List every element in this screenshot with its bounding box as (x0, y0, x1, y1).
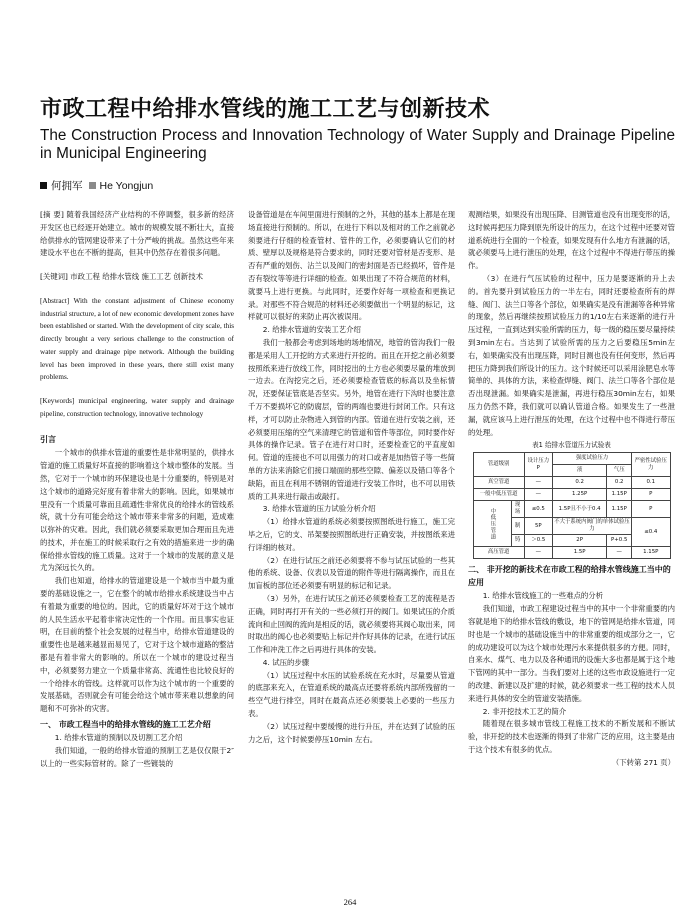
black-square-bullet-icon (40, 182, 47, 189)
body-paragraph: （3）在进行气压试验的过程中，压力是要逐渐的升上去的。首先要升到试验压力的一半左右，同时还要检查所有的焊缝、阀门、法兰口等各个部位，如果确实是没有泄漏等各种异常的现象，然后再继续按照试验压力的1/10左右来逐渐的进行升压过程，一直到达到实验所需的压力，每一级的稳压要尽量持续到3min左右。当达到了试验所需的压力之后要稳压5min左右，如果确实没有出现压降，同时目测也没有任何变形，然后再把压力降到我们所设计的压力。这个时候还可以采用涂肥皂水等简单的、具体的方法，来检查焊缝、阀门、法兰口等各个部位是否出现泄漏。如果确实是泄漏，再进行稳压30min左右，如果压力仍然不降，我们就可以确认管道合格。如果发生了一些泄漏，就应该马上进行泄压的处理，在这个过程中也不得进行带压的处理。 (468, 273, 675, 437)
table-cell: 5P (524, 518, 552, 535)
section-heading-introduction: 引言 (40, 435, 56, 445)
keywords-chinese: [关键词] 市政工程 给排水管线 施工工艺 创新技术 (40, 272, 203, 282)
table-cell: — (524, 489, 552, 501)
table-cell: 1.15P (607, 489, 632, 501)
table-header-cell: 严密性试验压力 (632, 453, 670, 477)
author-line (40, 178, 153, 193)
table-header-cell: 设计压力 P (524, 453, 552, 477)
table-cell: 1.25P (552, 489, 607, 501)
subsection-heading: 2. 给排水管道的安装工艺介绍 (262, 325, 361, 335)
section-heading-2: 二、 非开挖的新技术在市政工程的给排水管线施工当中的应用 (468, 565, 671, 588)
body-paragraph: （2）试压过程中要缓慢的进行升压，并在达到了试验的压力之后，这个时候要停压10min 左右。 (248, 721, 455, 744)
table-cell: 0.2 (552, 477, 607, 489)
table-header-cell: 管道级别 (473, 453, 524, 477)
table-cell: ≤0.5 (524, 501, 552, 518)
body-paragraph: 我们知道，市政工程建设过程当中的其中一个非常重要的内容就是地下的给排水管线的敷设，地下的管网是给排水管道，同时也是一个城市的基础设施当中的非常重要的组成部分之一，它的成功建设可以为这个城市处理污水来提供很多的方便。同时，自来水、煤气、电力以及各种通讯的设施大多也都是属于这个地下管网的其中一部分。当我们要对上述的这些市政设施进行一定的改建、新建以及扩建的时候，就必须要求一些工程的技术人员来进行具体的安全的管道安装措施。 (468, 604, 675, 703)
body-paragraph: 我们也知道，给排水的管道建设是一个城市当中最为重要的基础设施之一，它在整个的城市给排水系统建设当中占有着最为重要的地位的。因此，它的质量好坏对于这个城市的人民生活水平起着非常决定性的一个作用。而且事实也证明，在目前的整个社会发展的过程当中，给排水管道建设的重要性也是越来越显而易见了，它对于这个城市道路的整洁都是有着非常大的影响的。所以在一个城市的建设过程当中，必须要努力建立一个质量非常高、流通性也比较良好的一个给排水的管线。这样就可以作为这个城市的一个重要的发展基础，否则就会有可能会给这个城市带来难以想象的问题和不可弥补的灾害。 (40, 576, 234, 714)
body-paragraph: 观测结果，如果没有出现压降、目测管道也没有出现变形的话，这时候再把压力降到原先所设计的压力，在这个过程中还要对管道系统进行全面的一个检查，如果发现有什么地方有泄漏的话，就必须要马上进行泄压的处理，在这个过程中不得进行带压的操作。 (468, 210, 675, 271)
author-name-chinese: 何拥军 (51, 180, 83, 192)
table-header-cell: 液 (552, 465, 607, 477)
table-cell: ≤0.4 (632, 518, 670, 547)
page-number: 264 (343, 897, 357, 907)
table-cell: 1.5P且不小于0.4 (552, 501, 607, 518)
table-cell: — (524, 547, 552, 559)
table-cell: ＞0.5 (524, 535, 552, 547)
body-paragraph: 设备管道是在车间里面进行预制的之外，其他的基本上都是在现场直接进行预制的。所以，在进行下料以及相对的工作之前就必须要进行仔细的检查管材、管件的工作，必须要确认它们的材质、壁厚以及规格是符合要求的，同时还要对管材是否变形、是否有严重的划伤、沾兰以及阀门的密封面是否已经损坏，管件是否有裂纹等等进行详细的检查。如果出现了不符合规范的材料，就要马上进行更换。与此同时，还要作好每一项检查和更换记录。对那些不符合规范的材料还必须要做出一个明显的标记，这样就可以很好的来防止再次被误用。 (248, 210, 455, 322)
keywords-english: [Keywords] municipal engineering, water supply and drainage pipeline, construction technology, innovative technology (40, 396, 234, 418)
body-paragraph: （2）在进行试压之前还必须要将不参与试压试验的一些其他的系统、设备、仪表以及管道的附件等进行隔离操作，而且在加盲板的部位还必须要有明显的标记和记录。 (248, 555, 455, 591)
body-paragraph: 我们一般都会考虑到场地的场地情况，地管的管沟我们一般都是采用人工开挖的方式来进行开挖的。而且在开挖之前必须要按照纸来进行放线工作，同时挖出的土方也必须要尽量的堆放到一边去。在沟挖完之后，还必须要检查管底的标高以及坐标情况，还要保证管底是否坚实。另外，地管在进行下沟时也要注意千万不要损坏它的防腐层，管的两端也要进行封闭工作。只有这样，才可以防止杂物进入到管的内部。管道在进行安装之前，还必须要用压缩的空气来清理它的管道和管件等部位，同时要作好具体的操作记录。管子在进行对口时，还要检查它的平直度如何。管道的连接也不可以用强力的对口或者是加热管子等一些简单的方法来消除它们接口端面的那些空隙、偏差以及错口等各个缺陷，而且在利用不锈钢的管道进行安装工作时，也不可以用铁质的工具来进行敲击或敲打。 (248, 337, 455, 501)
continued-on-note: （下转第 271 页） (611, 757, 675, 767)
table-cell: P (632, 489, 670, 501)
table-cell: 真空管道 (473, 477, 524, 489)
subsection-heading: 2. 非开挖技术工艺的简介 (482, 706, 567, 716)
body-paragraph: （1）给排水管道的系统必须要按照图纸进行施工，施工完毕之后，它的支、吊架要按照图纸进行正确安装，并按图纸来进行详细的核对。 (248, 517, 455, 552)
gray-square-bullet-icon (89, 182, 96, 189)
table-cell: 高压管道 (473, 547, 524, 559)
table-cell: 1.15P (607, 501, 632, 518)
text-column-1 (40, 209, 234, 852)
table-cell: 一般中低压管道 (473, 489, 524, 501)
table-header-cell: 气压 (607, 465, 632, 477)
article-title-chinese: 市政工程中给排水管线的施工工艺与创新技术 (40, 97, 491, 122)
table-cell: 0.2 (607, 477, 632, 489)
table-caption: 表1 给排水管道压力试验表 (532, 441, 611, 450)
article-title-english: The Construction Process and Innovation Technology of Water Supply and Drainage Pipeline in Municipal Engineering (40, 127, 675, 162)
table-header-cell: 强度试验压力 (552, 453, 631, 465)
author-name-english: He Yongjun (99, 180, 154, 192)
section-heading-1: 一、 市政工程当中的给排水管线的施工工艺介绍 (40, 720, 211, 730)
table-cell: 中低压管道 (473, 501, 511, 547)
subsection-heading: 1. 给排水管道的预制以及切割工艺介绍 (54, 733, 183, 743)
subsection-heading: 4. 试压的步骤 (262, 657, 310, 667)
table-cell: 1.15P (632, 547, 670, 559)
table-cell: — (607, 547, 632, 559)
table-cell: 1.5P (552, 547, 607, 559)
body-paragraph: 一个城市的供排水管道的重要性是非常明显的，供排水管道的施工质量好坏直接的影响着这个城市整体的发展。当然，它对于一个城市的环保建设也是十分重要的，特别是对这个城市的道路完好度有着非常大的影响。因此，如果城市里没有一个质量可靠而且疏通性非常优良的给排水的管线系统，就十分有可能会给这个城市带来非常多的问题，造成难以弥补的灾难。因此，我们就必须要采取更加合理而且先进的技术，并在施工的时候采取行之有效的措施来进一步的确保给排水管线的施工质量。这对于一个城市的发展的意义是尤为深远长久的。 (40, 448, 234, 573)
table-cell: 铸 (511, 535, 524, 547)
subsection-heading: 3. 给排水管道的压力试验分析介绍 (262, 504, 376, 514)
table-cell: P+0.5 (607, 535, 632, 547)
table-cell: 现场 (511, 501, 524, 518)
table-cell: 不大于系统内阀门的单体试验压力 (552, 518, 631, 535)
table-cell: — (524, 477, 552, 489)
body-paragraph: 随着现在很多城市管线工程施工技术的不断发展和不断试验，非开挖的技术也逐渐的得到了非常广泛的应用，这主要是由于这个技术有很多的优点。 (468, 719, 675, 754)
table-cell: 2P (552, 535, 607, 547)
text-column-2 (248, 209, 455, 878)
table-cell: P (632, 501, 670, 518)
subsection-heading: 1. 给排水管线施工的一些难点的分析 (482, 591, 604, 601)
abstract-english: [Abstract] With the constant adjustment of Chinese economy industrial structure, a lot of new economic development zones have been established or started. With the development of city scale, this directly brought a very serious challenge to the construction of water supply and drainage pipe network. Although the building level has been improved in these years, there still exist many problems. (40, 296, 234, 382)
body-paragraph: （1）试压过程中水压的试验系统在充水时，尽量要从管道的底部来充入，在管道系统的最高点还要将系统内部所残留的一些空气进行排空，同时在最高点还必须要装上必要的一些压力表。 (248, 670, 455, 719)
table-cell: 0.1 (632, 477, 670, 489)
body-paragraph: 我们知道，一般的给排水管道的预制工艺是仅仅限于2″ 以上的一些实际管材的。除了一些镀装的 (40, 745, 234, 768)
body-paragraph: （3）另外，在进行试压之前还必须要检查工艺的流程是否正确，同时再打开有关的一些必须打开的阀门。如果试压的介质流向和止回阀的流向是相反的话，就必须要将其阀心取出来，同时取出的阀心也必须要贴上标记并作好具体的记录，在进行试压工作和冲洗工作之后再进行具体的安装。 (248, 593, 455, 655)
text-column-3 (468, 209, 675, 878)
table-cell: 制 (511, 518, 524, 535)
abstract-chinese: [摘 要] 随着我国经济产业结构的不停调整，很多新的经济开发区也已经逐开始建立。城市的规模发展不断壮大，直接给供排水的管网建设带来了十分严峻的挑战。虽然这些年来建设水平也在不断的提高，但其中仍然存在着很多问题。 (40, 210, 234, 258)
pressure-test-table (473, 452, 671, 559)
